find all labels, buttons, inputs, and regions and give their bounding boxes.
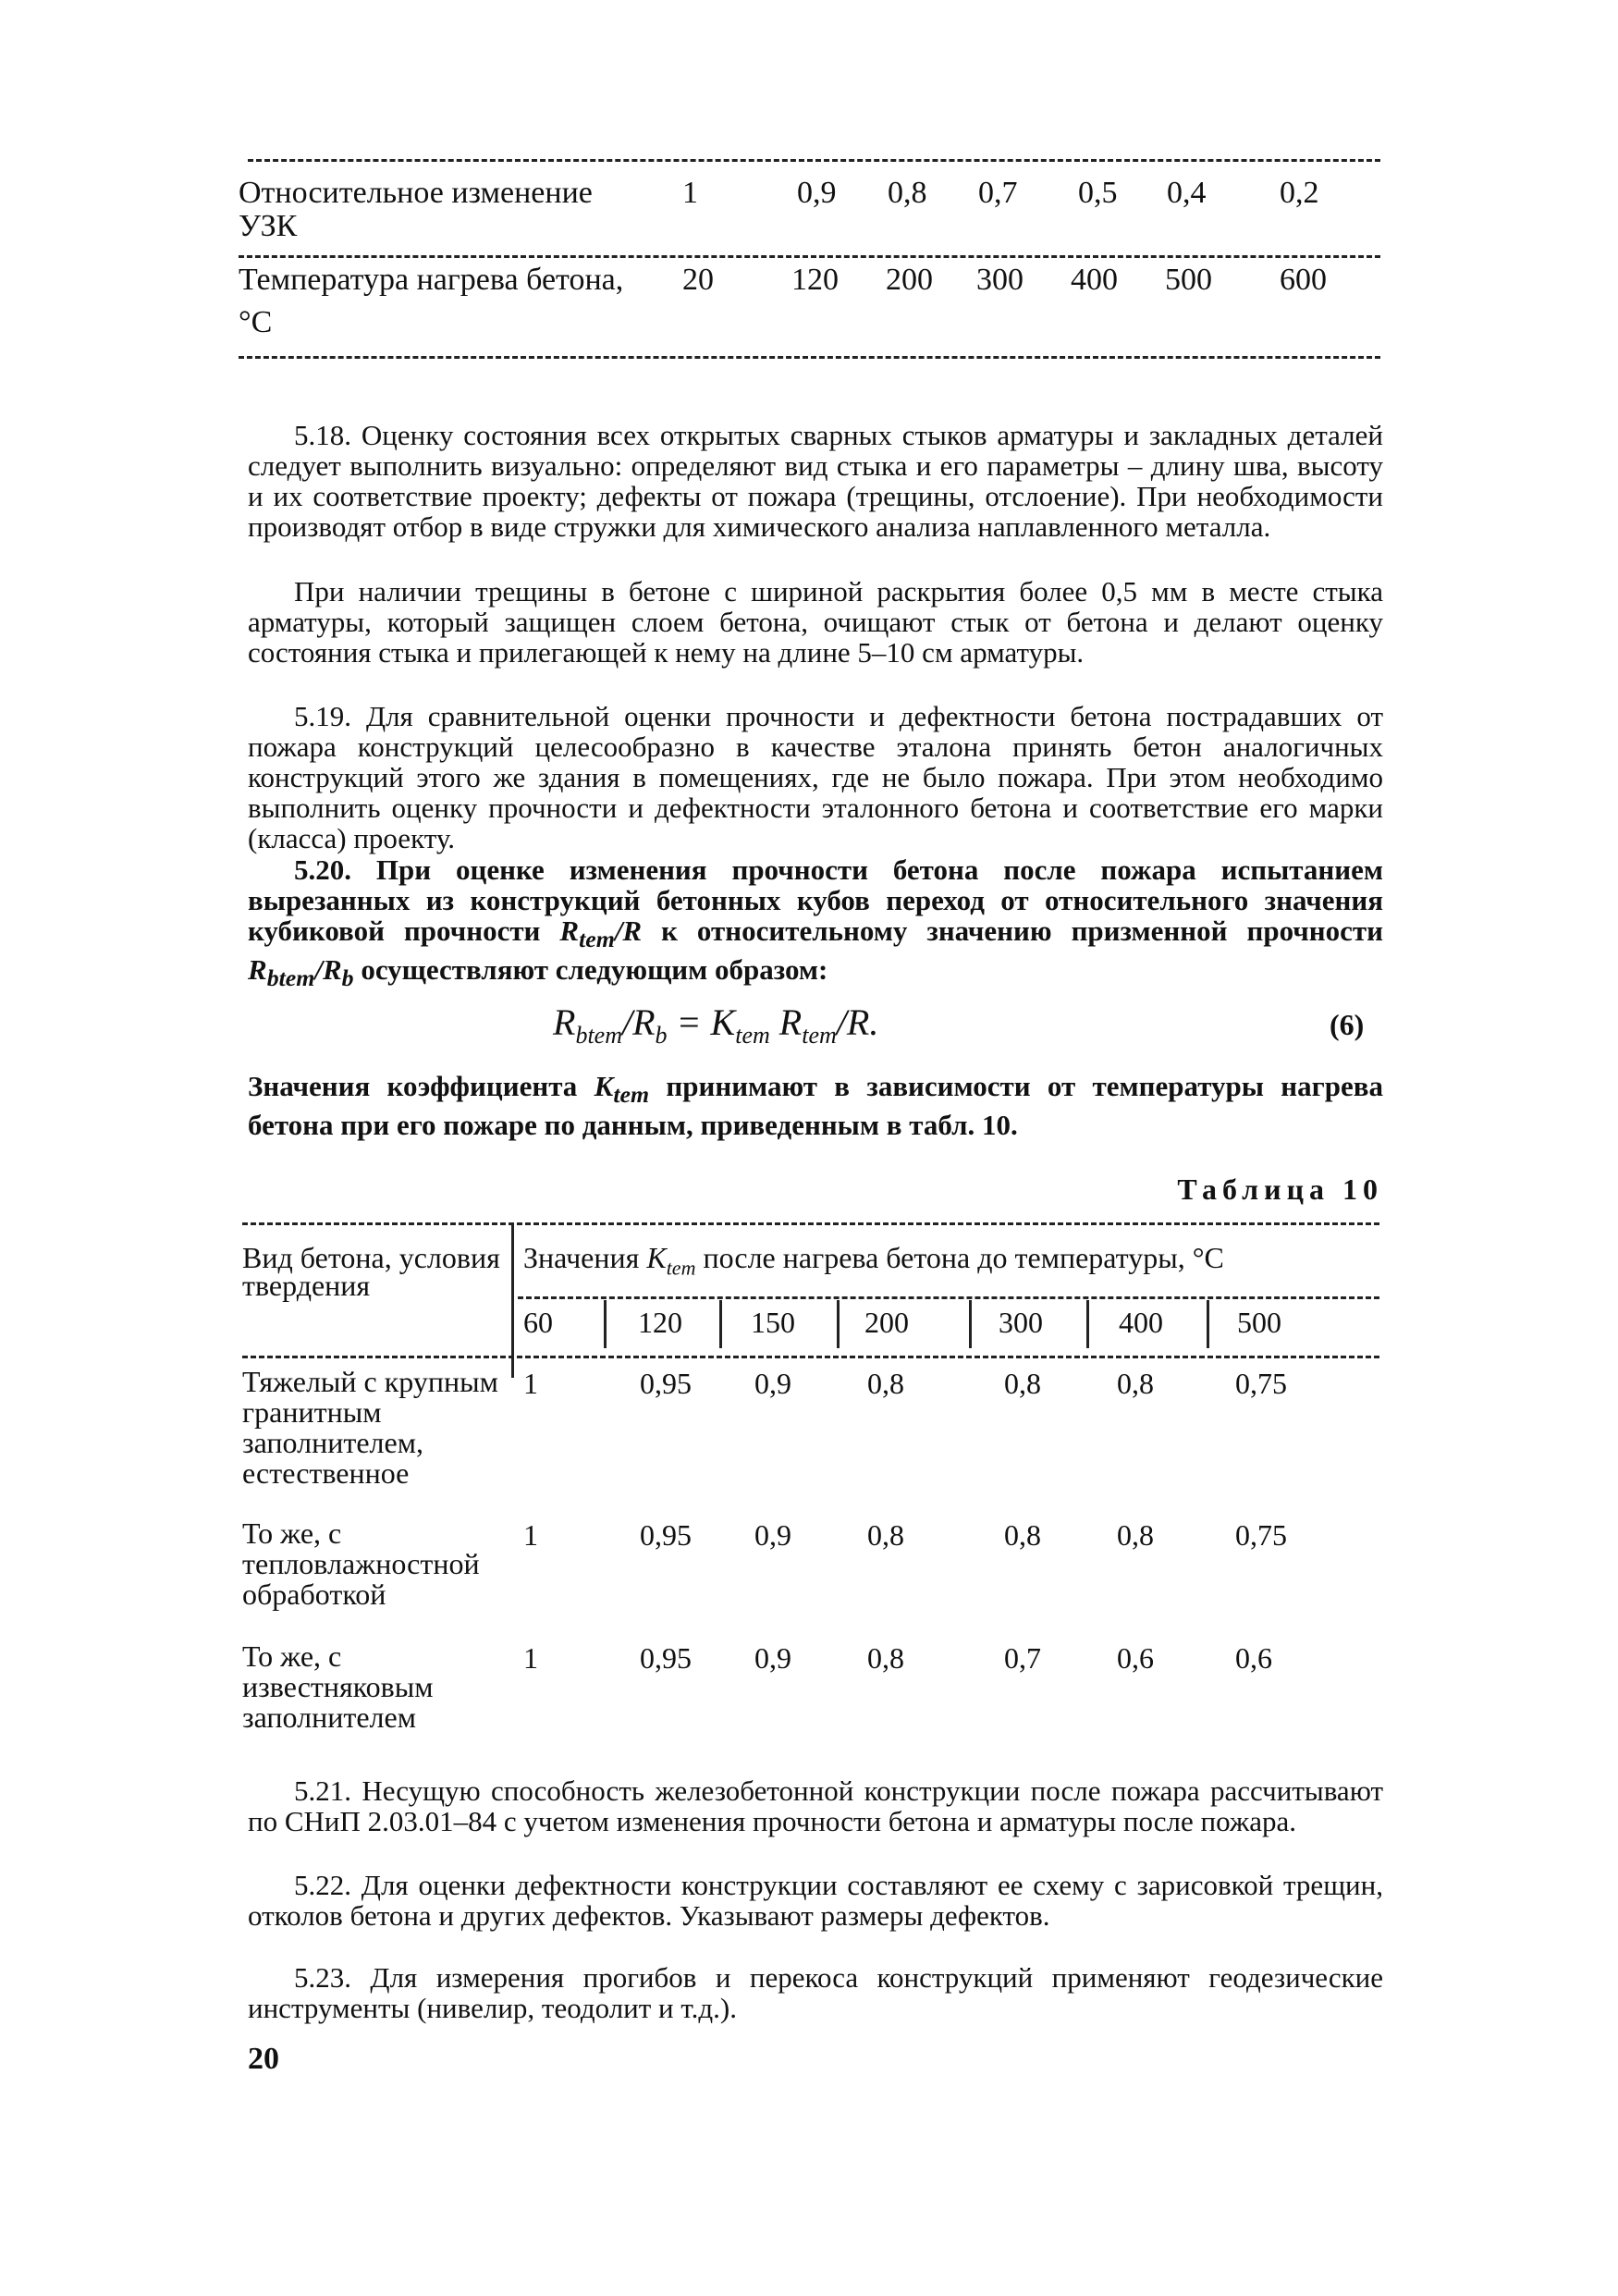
- table10-col-divider: [511, 1222, 514, 1378]
- table10-cell: 0,8: [1117, 1518, 1154, 1552]
- table10-cell: 0,8: [1117, 1367, 1154, 1400]
- table10-cell: 0,8: [867, 1641, 904, 1675]
- table10-temp-header: 200: [864, 1306, 909, 1339]
- table10-col0-header: Вид бетона, условия твердения: [242, 1241, 500, 1302]
- formula-number: (6): [1330, 1008, 1365, 1041]
- top-row1-value: 0,5: [1078, 176, 1118, 210]
- table10-cell: 0,9: [754, 1518, 791, 1552]
- top-row2-value: 300: [976, 263, 1024, 297]
- top-row2-label-line1: Температура нагрева бетона,: [239, 263, 624, 297]
- paragraph-5-18: 5.18. Оценку состояния всех открытых сварных стыков арматуры и закладных деталей следует выполнить визуально: определяют вид стыка и его параметры – длину шва, высоту и их соответствие проекту; дефекты от пожара (трещины, отслоение). При необходимости производят отбор в виде стружки для химического анализа наплавленного металла.: [248, 419, 1383, 543]
- table10-temp-divider: [1086, 1300, 1089, 1348]
- table10-cell: 0,7: [1004, 1641, 1041, 1675]
- top-row2-value: 120: [791, 263, 839, 297]
- paragraph-5-20: 5.20. При оценке изменения прочности бетона после пожара испытанием вырезанных из конструкций бетонных кубов переход от относительного значения кубиковой прочности $R_{tem}/R$ к относительному значению призменной прочности $R_{btem}/R_b$ осуществляют следующим образом:: [248, 853, 1383, 992]
- table10-cell: 0,6: [1117, 1641, 1154, 1675]
- table10-cell: 0,75: [1235, 1518, 1287, 1552]
- formula-6: $R_{btem}/R_b = K_{tem}$ $R_{tem}/R$.: [553, 1001, 879, 1049]
- table10-temp-header: 300: [999, 1306, 1043, 1339]
- top-table-rule-bottom: [239, 356, 1380, 359]
- top-row1-value: 0,2: [1280, 176, 1319, 210]
- top-row2-value: 200: [886, 263, 933, 297]
- table10-temp-divider: [719, 1300, 722, 1348]
- table10-cell: 0,95: [640, 1641, 692, 1675]
- table10-temp-divider: [604, 1300, 607, 1348]
- page-number: 20: [248, 2042, 279, 2076]
- top-row1-label-line1: Относительное изменение: [239, 176, 593, 210]
- top-row1-value: 0,8: [888, 176, 927, 210]
- top-row1-value: 0,7: [978, 176, 1018, 210]
- table10-temp-header: 500: [1237, 1306, 1281, 1339]
- table10-cell: 0,8: [1004, 1367, 1041, 1400]
- table10-cell: 0,6: [1235, 1641, 1272, 1675]
- top-row2-value: 500: [1165, 263, 1212, 297]
- table10-cell: 0,9: [754, 1641, 791, 1675]
- top-row1-value: 0,4: [1167, 176, 1207, 210]
- table10-cell: 1: [523, 1641, 538, 1675]
- top-table-rule-mid: [239, 255, 1380, 258]
- top-table-rule-top: [248, 159, 1380, 162]
- table10-temp-divider: [969, 1300, 972, 1348]
- table10-temp-divider: [1207, 1300, 1209, 1348]
- table10-row-label: То же, с тепловлажностной обработкой: [242, 1516, 480, 1611]
- table10-rule-subheader: [518, 1296, 1379, 1299]
- table10-temp-header: 120: [638, 1306, 682, 1339]
- table10-cell: 0,9: [754, 1367, 791, 1400]
- table-title: Таблица 10: [1177, 1173, 1383, 1206]
- top-row2-value: 20: [682, 263, 714, 297]
- table10-cell: 1: [523, 1518, 538, 1552]
- paragraph-5-23: 5.23. Для измерения прогибов и перекоса конструкций применяют геодезические инструменты (нивелир, теодолит и т.д.).: [248, 1961, 1383, 2024]
- table10-cell: 0,95: [640, 1367, 692, 1400]
- table10-rule-header-bottom: [242, 1356, 1379, 1358]
- table10-cell: 0,8: [1004, 1518, 1041, 1552]
- table10-cell: 0,75: [1235, 1367, 1287, 1400]
- table10-temp-header: 60: [523, 1306, 553, 1339]
- table10-cell: 0,8: [867, 1367, 904, 1400]
- table10-temp-header: 150: [751, 1306, 795, 1339]
- table10-row-label: Тяжелый с крупным гранитным заполнителем, естественное: [242, 1365, 498, 1490]
- top-row1-label-line2: УЗК: [239, 209, 298, 243]
- table10-cell: 0,8: [867, 1518, 904, 1552]
- table10-temp-divider: [837, 1300, 840, 1348]
- top-row2-value: 400: [1071, 263, 1118, 297]
- paragraph-5-20-after: Значения коэффициента $K_{tem}$ принимают в зависимости от температуры нагрева бетона при его пожаре по данным, приведенным в табл. 10.: [248, 1070, 1383, 1142]
- paragraph-5-18-continued: При наличии трещины в бетоне с шириной раскрытия более 0,5 мм в месте стыка арматуры, который защищен слоем бетона, очищают стык от бетона и делают оценку состояния стыка и прилегающей к нему на длине 5–10 см арматуры.: [248, 575, 1383, 669]
- top-row1-value: 1: [682, 176, 698, 210]
- table10-group-header: Значения $K_{tem}$ после нагрева бетона до температуры, °С: [523, 1241, 1224, 1280]
- table10-temp-header: 400: [1119, 1306, 1163, 1339]
- table10-cell: 0,95: [640, 1518, 692, 1552]
- table10-row-label: То же, с известняковым заполнителем: [242, 1639, 434, 1734]
- paragraph-5-22: 5.22. Для оценки дефектности конструкции составляют ее схему с зарисовкой трещин, отколов бетона и других дефектов. Указывают размеры дефектов.: [248, 1869, 1383, 1932]
- paragraph-5-19: 5.19. Для сравнительной оценки прочности и дефектности бетона пострадавших от пожара конструкций целесообразно в качестве эталона принять бетон аналогичных конструкций этого же здания в помещениях, где не было пожара. При этом необходимо выполнить оценку прочности и дефектности эталонного бетона и соответствие его марки (класса) проекту.: [248, 700, 1383, 854]
- top-row1-value: 0,9: [797, 176, 837, 210]
- paragraph-5-21: 5.21. Несущую способность железобетонной конструкции после пожара рассчитывают по СНиП 2.03.01–84 с учетом изменения прочности бетона и арматуры после пожара.: [248, 1774, 1383, 1837]
- top-row2-label-line2: °С: [239, 305, 273, 339]
- table10-cell: 1: [523, 1367, 538, 1400]
- table10-rule-top: [242, 1222, 1379, 1225]
- top-row2-value: 600: [1280, 263, 1327, 297]
